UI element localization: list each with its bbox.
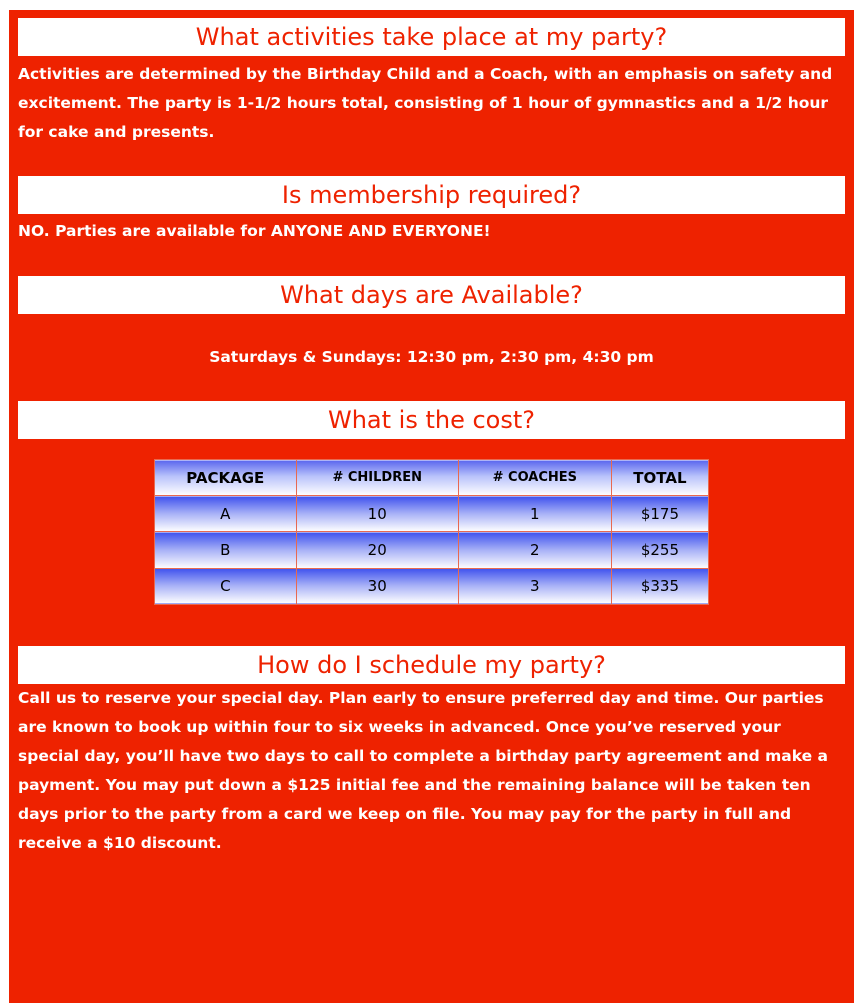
days-heading: What days are Available? bbox=[18, 276, 845, 314]
activities-text: Activities are determined by the Birthday Child and a Coach, with an emphasis on safety and excitement. The party is 1-1/2 hours total, consisting of 1 hour of gymnastics and a 1/2 hour for cake and presents. bbox=[18, 65, 833, 141]
col-coaches: # COACHES bbox=[458, 460, 611, 496]
schedule-heading: How do I schedule my party? bbox=[18, 646, 845, 684]
col-package: PACKAGE bbox=[155, 460, 297, 496]
children-cell: 20 bbox=[296, 532, 458, 568]
party-faq-page bbox=[9, 10, 854, 1003]
activities-heading: What activities take place at my party? bbox=[18, 18, 845, 56]
children-cell: 10 bbox=[296, 496, 458, 532]
cost-table-header-row bbox=[155, 460, 709, 496]
coaches-cell: 2 bbox=[458, 532, 611, 568]
schedule-text: Call us to reserve your special day. Plan early to ensure preferred day and time. Our parties are known to book up within four to six weeks in advanced. Once you’ve reserved your special day, you’ll have two days to call to complete a birthday party agreement and make a payment. You may put down a $125 initial fee and the remaining balance will be taken ten days prior to the party from a card we keep on file. You may pay for the party in full and receive a $10 discount. bbox=[18, 689, 828, 852]
coaches-cell: 1 bbox=[458, 496, 611, 532]
package-cell: C bbox=[155, 568, 297, 604]
membership-heading: Is membership required? bbox=[18, 176, 845, 214]
table-row bbox=[155, 568, 709, 604]
package-cell: A bbox=[155, 496, 297, 532]
days-text: Saturdays & Sundays: 12:30 pm, 2:30 pm, 4:30 pm bbox=[209, 348, 654, 366]
total-cell: $255 bbox=[611, 532, 708, 568]
coaches-cell: 3 bbox=[458, 568, 611, 604]
membership-text: NO. Parties are available for ANYONE AND EVERYONE! bbox=[18, 222, 491, 240]
total-cell: $335 bbox=[611, 568, 708, 604]
table-row bbox=[155, 532, 709, 568]
col-total: TOTAL bbox=[611, 460, 708, 496]
children-cell: 30 bbox=[296, 568, 458, 604]
total-cell: $175 bbox=[611, 496, 708, 532]
cost-table bbox=[154, 459, 709, 605]
cost-heading: What is the cost? bbox=[18, 401, 845, 439]
package-cell: B bbox=[155, 532, 297, 568]
col-children: # CHILDREN bbox=[296, 460, 458, 496]
table-row bbox=[155, 496, 709, 532]
